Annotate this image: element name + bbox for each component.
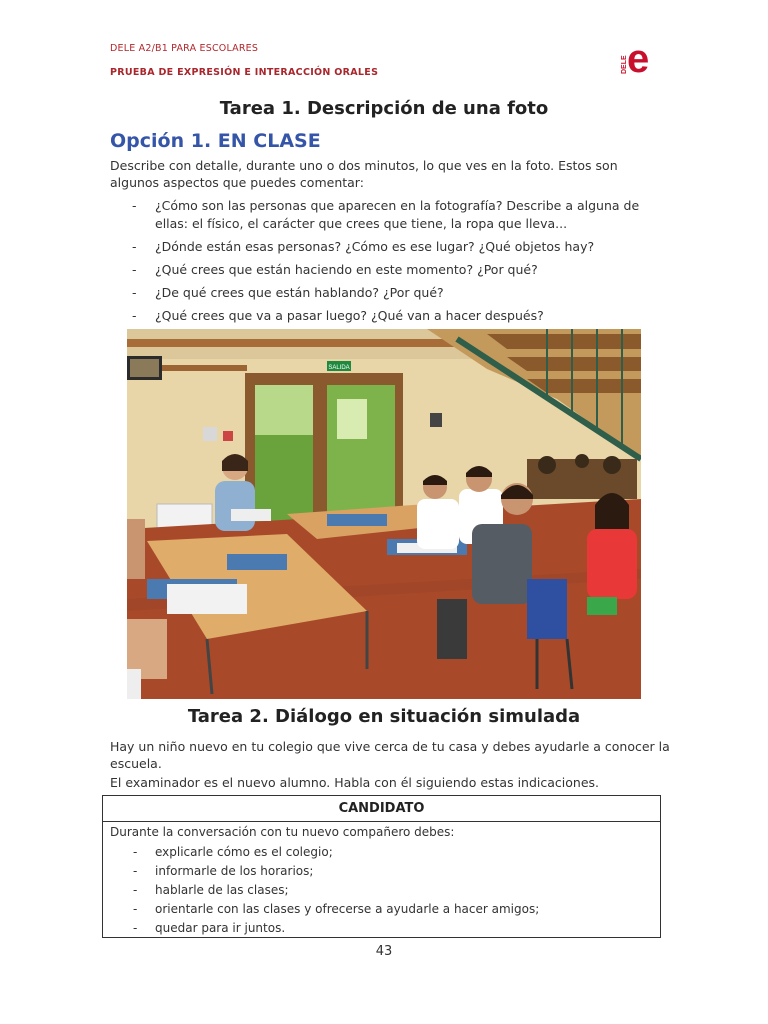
task2-intro: Hay un niño nuevo en tu colegio que vive cerca de tu casa y debes ayudarle a conocer la escuela. bbox=[110, 739, 670, 771]
question-text: ¿Qué crees que están haciendo en este momento? ¿Por qué? bbox=[155, 262, 538, 277]
question-text: ¿De qué crees que están hablando? ¿Por qué? bbox=[155, 285, 444, 300]
bullet-dash: - bbox=[133, 902, 138, 916]
task1-intro: Describe con detalle, durante uno o dos minutos, lo que ves en la foto. Estos son algunos aspectos que puedes comentar: bbox=[110, 158, 618, 190]
list-item bbox=[110, 284, 650, 302]
exit-sign-text: SALIDA bbox=[328, 365, 350, 371]
bullet-dash: - bbox=[132, 262, 137, 277]
dele-logo bbox=[617, 40, 661, 76]
list-item bbox=[110, 843, 660, 862]
candidate-item-text: hablarle de las clases; bbox=[155, 883, 289, 897]
classroom-photo bbox=[127, 329, 641, 699]
option-title: Opción 1. EN CLASE bbox=[110, 130, 321, 152]
list-item bbox=[110, 197, 650, 233]
bullet-dash: - bbox=[133, 921, 138, 935]
candidate-item-text: informarle de los horarios; bbox=[155, 864, 314, 878]
svg-text:e: e bbox=[627, 40, 650, 76]
candidate-item-text: explicarle cómo es el colegio; bbox=[155, 845, 333, 859]
list-item bbox=[110, 261, 650, 279]
list-item bbox=[110, 900, 660, 919]
task1-title: Tarea 1. Descripción de una foto bbox=[219, 98, 549, 119]
bullet-dash: - bbox=[132, 285, 137, 300]
candidate-box-intro: Durante la conversación con tu nuevo compañero debes: bbox=[110, 825, 455, 839]
bullet-dash: - bbox=[132, 308, 137, 323]
svg-text:DELE: DELE bbox=[621, 55, 628, 74]
task2-title: Tarea 2. Diálogo en situación simulada bbox=[187, 706, 581, 727]
question-text: ¿Dónde están esas personas? ¿Cómo es ese lugar? ¿Qué objetos hay? bbox=[155, 239, 595, 254]
candidate-list bbox=[110, 843, 660, 938]
list-item bbox=[110, 881, 660, 900]
page-number: 43 bbox=[375, 944, 393, 959]
list-item bbox=[110, 919, 660, 938]
candidate-box-body bbox=[103, 822, 660, 938]
bullet-dash: - bbox=[132, 198, 137, 213]
list-item bbox=[110, 307, 650, 325]
bullet-dash: - bbox=[132, 239, 137, 254]
task2-instruction: El examinador es el nuevo alumno. Habla con él siguiendo estas indicaciones. bbox=[110, 775, 600, 790]
question-text: ¿Qué crees que va a pasar luego? ¿Qué van a hacer después? bbox=[155, 308, 544, 323]
section-title: PRUEBA DE EXPRESIÓN E INTERACCIÓN ORALES bbox=[110, 67, 379, 78]
candidate-item-text: orientarle con las clases y ofrecerse a ayudarle a hacer amigos; bbox=[155, 902, 540, 916]
question-list bbox=[110, 197, 650, 330]
candidate-box bbox=[102, 795, 661, 938]
list-item bbox=[110, 238, 650, 256]
exam-title: DELE A2/B1 PARA ESCOLARES bbox=[110, 43, 259, 54]
question-text: ¿Cómo son las personas que aparecen en la fotografía? Describe a alguna de ellas: el físico, el carácter que crees que tiene, la ropa que lleva... bbox=[155, 198, 640, 231]
candidate-box-title: CANDIDATO bbox=[103, 796, 660, 822]
list-item bbox=[110, 862, 660, 881]
bullet-dash: - bbox=[133, 883, 138, 897]
candidate-item-text: quedar para ir juntos. bbox=[155, 921, 286, 935]
bullet-dash: - bbox=[133, 864, 138, 878]
bullet-dash: - bbox=[133, 845, 138, 859]
